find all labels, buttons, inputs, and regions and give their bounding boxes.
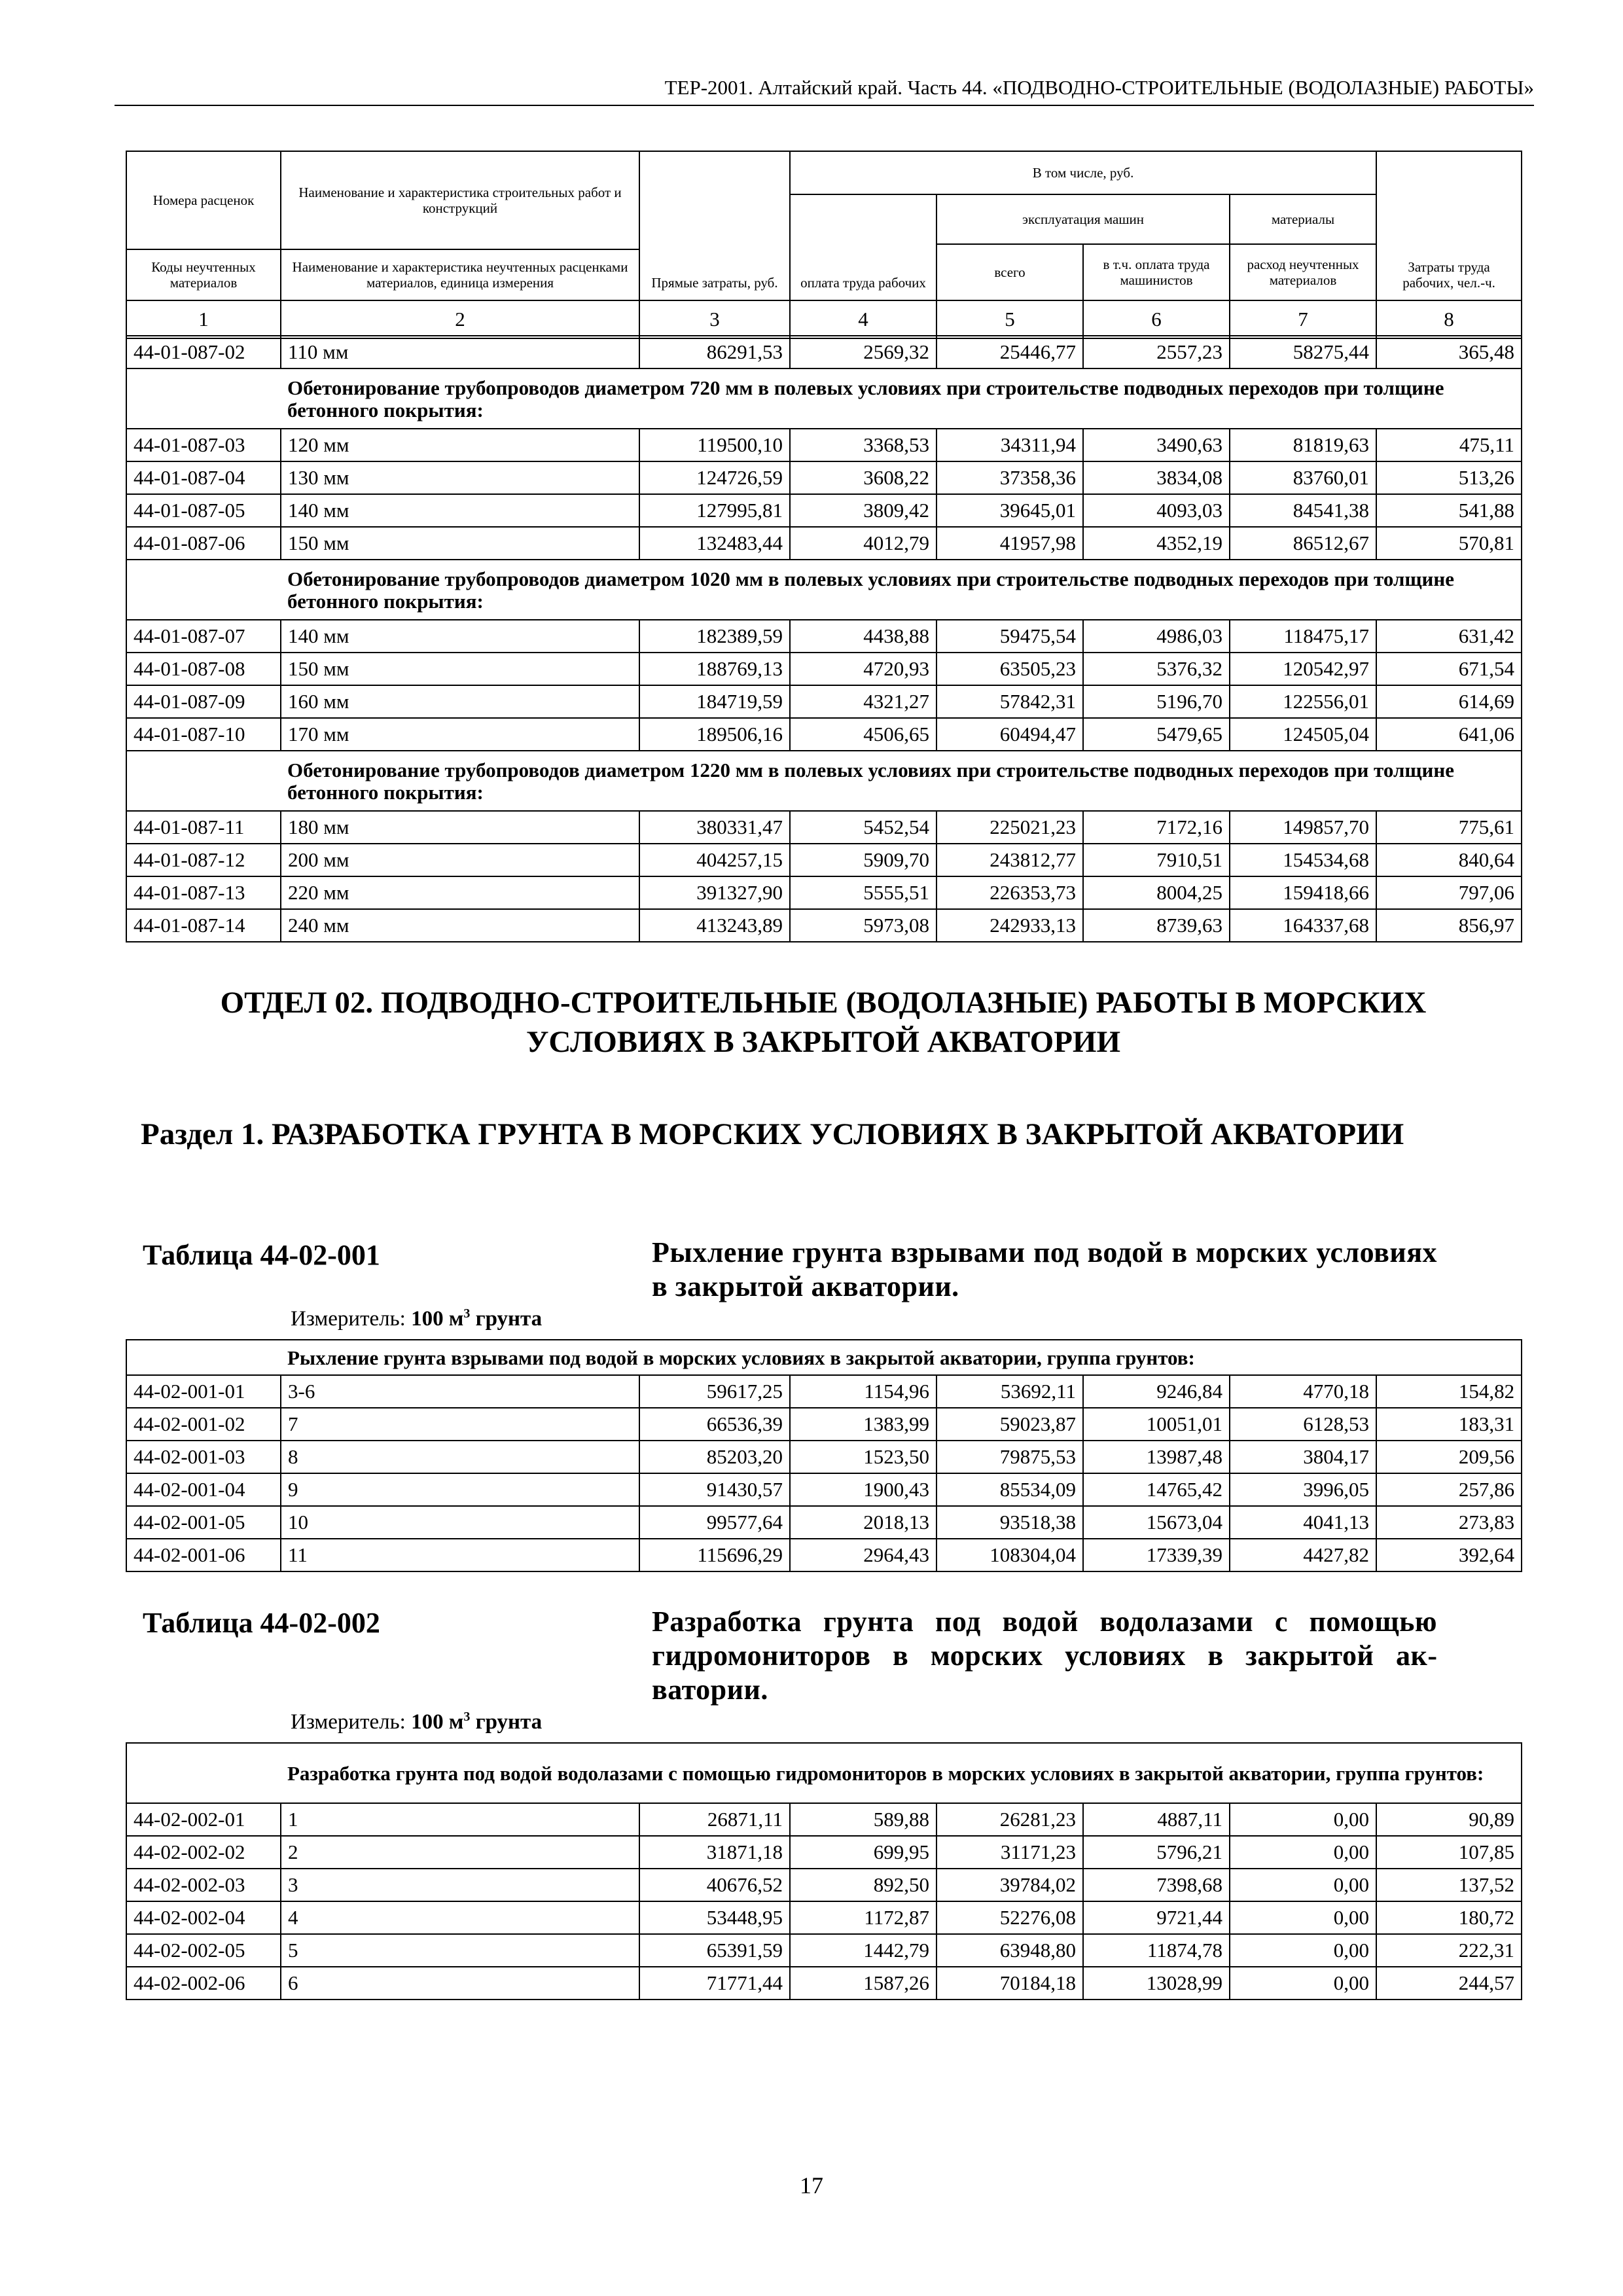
- table-row: [126, 1934, 1522, 1967]
- cell-value-col8: 570,81: [1376, 527, 1522, 560]
- cell-value-col7: 122556,01: [1230, 685, 1376, 718]
- group-heading-spacer: [126, 368, 281, 429]
- cell-value-col7: 0,00: [1230, 1836, 1376, 1869]
- table-row: [126, 1869, 1522, 1901]
- rate-code: 44-01-087-12: [126, 844, 281, 876]
- cell-value-col4: 4012,79: [790, 527, 936, 560]
- cell-value-col7: 3804,17: [1230, 1441, 1376, 1473]
- cell-value-col6: 11874,78: [1083, 1934, 1230, 1967]
- column-number: 2: [281, 300, 639, 338]
- rate-code: 44-02-002-04: [126, 1901, 281, 1934]
- table-row: [126, 1967, 1522, 2000]
- cell-value-col8: 90,89: [1376, 1803, 1522, 1836]
- table-44-02-002-measure: [291, 1710, 542, 1734]
- group-heading-row: [126, 1340, 1522, 1375]
- item-name: 1: [281, 1803, 639, 1836]
- col3-header: Прямые затраты, руб.: [639, 151, 790, 300]
- table-44-01-087: [126, 335, 1522, 942]
- col2-header-bottom: Наименование и характеристика неучтенных расценками материалов, единица измерения: [292, 259, 628, 291]
- group-heading: Обетонирование трубопроводов диаметром 1020 мм в полевых условиях при строительстве подводных переходов при толщине бетонного покрытия:: [281, 560, 1522, 620]
- cell-value-col4: 1442,79: [790, 1934, 936, 1967]
- cell-value-col3: 40676,52: [639, 1869, 790, 1901]
- cell-value-col5: 225021,23: [936, 811, 1083, 844]
- cell-value-col4: 2964,43: [790, 1539, 936, 1571]
- cell-value-col3: 413243,89: [639, 909, 790, 942]
- rate-code: 44-01-087-09: [126, 685, 281, 718]
- cell-value-col5: 57842,31: [936, 685, 1083, 718]
- cell-value-col6: 4093,03: [1083, 494, 1230, 527]
- item-name: 3: [281, 1869, 639, 1901]
- item-name: 11: [281, 1539, 639, 1571]
- cell-value-col8: 840,64: [1376, 844, 1522, 876]
- item-name: 120 мм: [281, 429, 639, 461]
- cell-value-col3: 127995,81: [639, 494, 790, 527]
- cell-value-col3: 59617,25: [639, 1375, 790, 1408]
- rate-code: 44-02-002-01: [126, 1803, 281, 1836]
- table-row: [126, 876, 1522, 909]
- cell-value-col3: 26871,11: [639, 1803, 790, 1836]
- cell-value-col3: 53448,95: [639, 1901, 790, 1934]
- cell-value-col3: 184719,59: [639, 685, 790, 718]
- cell-value-col7: 159418,66: [1230, 876, 1376, 909]
- column-number-row: [126, 300, 1522, 338]
- cell-value-col8: 631,42: [1376, 620, 1522, 653]
- group-heading: Разработка грунта под водой водолазами с помощью гидромониторов в морских условиях в закрытой акватории, группа грунтов:: [281, 1743, 1522, 1803]
- cell-value-col5: 39645,01: [936, 494, 1083, 527]
- rate-code: 44-02-002-02: [126, 1836, 281, 1869]
- item-name: 160 мм: [281, 685, 639, 718]
- cell-value-col5: 63948,80: [936, 1934, 1083, 1967]
- cell-value-col4: 699,95: [790, 1836, 936, 1869]
- item-name: 6: [281, 1967, 639, 2000]
- table-row: [126, 336, 1522, 368]
- cell-value-col3: 188769,13: [639, 653, 790, 685]
- cell-value-col5: 70184,18: [936, 1967, 1083, 2000]
- table-row: [126, 1441, 1522, 1473]
- item-name: 180 мм: [281, 811, 639, 844]
- cell-value-col6: 4887,11: [1083, 1803, 1230, 1836]
- item-name: 240 мм: [281, 909, 639, 942]
- cell-value-col6: 13028,99: [1083, 1967, 1230, 2000]
- cell-value-col4: 1383,99: [790, 1408, 936, 1441]
- cell-value-col6: 9721,44: [1083, 1901, 1230, 1934]
- item-name: 170 мм: [281, 718, 639, 751]
- table-row: [126, 1473, 1522, 1506]
- rate-code: 44-02-001-02: [126, 1408, 281, 1441]
- cell-value-col7: 4041,13: [1230, 1506, 1376, 1539]
- cell-value-col5: 93518,38: [936, 1506, 1083, 1539]
- cell-value-col8: 273,83: [1376, 1506, 1522, 1539]
- cell-value-col6: 10051,01: [1083, 1408, 1230, 1441]
- cell-value-col4: 5452,54: [790, 811, 936, 844]
- cell-value-col8: 641,06: [1376, 718, 1522, 751]
- item-name: 110 мм: [281, 336, 639, 368]
- cell-value-col6: 3834,08: [1083, 461, 1230, 494]
- cell-value-col5: 52276,08: [936, 1901, 1083, 1934]
- cell-value-col8: 392,64: [1376, 1539, 1522, 1571]
- cell-value-col4: 1154,96: [790, 1375, 936, 1408]
- cell-value-col3: 31871,18: [639, 1836, 790, 1869]
- cell-value-col6: 5376,32: [1083, 653, 1230, 685]
- cell-value-col6: 13987,48: [1083, 1441, 1230, 1473]
- cell-value-col6: 5796,21: [1083, 1836, 1230, 1869]
- measure-prefix: Измеритель:: [291, 1710, 406, 1734]
- cell-value-col7: 81819,63: [1230, 429, 1376, 461]
- cell-value-col8: 107,85: [1376, 1836, 1522, 1869]
- cell-value-col3: 189506,16: [639, 718, 790, 751]
- group-heading: Обетонирование трубопроводов диаметром 720 мм в полевых условиях при строительстве подводных переходов при толщине бетонного покрытия:: [281, 368, 1522, 429]
- cell-value-col7: 3996,05: [1230, 1473, 1376, 1506]
- table-row: [126, 494, 1522, 527]
- rate-code: 44-01-087-13: [126, 876, 281, 909]
- column-number: 4: [790, 300, 936, 338]
- table-row: [126, 909, 1522, 942]
- group-heading: Обетонирование трубопроводов диаметром 1220 мм в полевых условиях при строительстве подводных переходов при толщине бетонного покрытия:: [281, 751, 1522, 811]
- rate-code: 44-02-002-05: [126, 1934, 281, 1967]
- cell-value-col6: 7172,16: [1083, 811, 1230, 844]
- cell-value-col7: 4770,18: [1230, 1375, 1376, 1408]
- rate-code: 44-01-087-05: [126, 494, 281, 527]
- cell-value-col3: 404257,15: [639, 844, 790, 876]
- cell-value-col7: 58275,44: [1230, 336, 1376, 368]
- cell-value-col6: 8739,63: [1083, 909, 1230, 942]
- rate-code: 44-01-087-07: [126, 620, 281, 653]
- item-name: 7: [281, 1408, 639, 1441]
- cell-value-col5: 25446,77: [936, 336, 1083, 368]
- group-heading-row: [126, 560, 1522, 620]
- item-name: 200 мм: [281, 844, 639, 876]
- table-row: [126, 1506, 1522, 1539]
- cell-value-col5: 79875,53: [936, 1441, 1083, 1473]
- cell-value-col6: 4986,03: [1083, 620, 1230, 653]
- item-name: 4: [281, 1901, 639, 1934]
- table-44-02-001-label: Таблица 44-02-001: [143, 1239, 380, 1271]
- item-name: 130 мм: [281, 461, 639, 494]
- rate-code: 44-01-087-10: [126, 718, 281, 751]
- table-row: [126, 1408, 1522, 1441]
- rate-code: 44-01-087-14: [126, 909, 281, 942]
- table-row: [126, 1539, 1522, 1571]
- cell-value-col4: 2018,13: [790, 1506, 936, 1539]
- cell-value-col8: 222,31: [1376, 1934, 1522, 1967]
- cell-value-col3: 182389,59: [639, 620, 790, 653]
- cell-value-col3: 124726,59: [639, 461, 790, 494]
- cell-value-col6: 14765,42: [1083, 1473, 1230, 1506]
- measure-prefix: Измеритель:: [291, 1307, 406, 1331]
- cell-value-col5: 242933,13: [936, 909, 1083, 942]
- table-row: [126, 461, 1522, 494]
- cell-value-col8: 137,52: [1376, 1869, 1522, 1901]
- table-row: [126, 653, 1522, 685]
- cell-value-col3: 115696,29: [639, 1539, 790, 1571]
- rate-code: 44-02-001-01: [126, 1375, 281, 1408]
- rate-code: 44-01-087-08: [126, 653, 281, 685]
- cell-value-col8: 475,11: [1376, 429, 1522, 461]
- cell-value-col7: 164337,68: [1230, 909, 1376, 942]
- cell-value-col8: 856,97: [1376, 909, 1522, 942]
- cell-value-col4: 1172,87: [790, 1901, 936, 1934]
- cell-value-col8: 183,31: [1376, 1408, 1522, 1441]
- cell-value-col4: 1523,50: [790, 1441, 936, 1473]
- cell-value-col5: 59475,54: [936, 620, 1083, 653]
- rate-code: 44-01-087-03: [126, 429, 281, 461]
- cell-value-col7: 4427,82: [1230, 1539, 1376, 1571]
- cell-value-col3: 85203,20: [639, 1441, 790, 1473]
- table-44-02-002-label: Таблица 44-02-002: [143, 1607, 380, 1639]
- col1-header-top: Номера расценок: [127, 152, 280, 250]
- col8-header: Затраты труда рабочих, чел.-ч.: [1376, 151, 1522, 300]
- page-number: 17: [800, 2172, 823, 2198]
- cell-value-col8: 257,86: [1376, 1473, 1522, 1506]
- cell-value-col5: 34311,94: [936, 429, 1083, 461]
- cell-value-col5: 41957,98: [936, 527, 1083, 560]
- rate-code: 44-01-087-06: [126, 527, 281, 560]
- item-name: 140 мм: [281, 620, 639, 653]
- cell-value-col7: 154534,68: [1230, 844, 1376, 876]
- item-name: 220 мм: [281, 876, 639, 909]
- cell-value-col5: 60494,47: [936, 718, 1083, 751]
- rate-code: 44-01-087-11: [126, 811, 281, 844]
- table-row: [126, 844, 1522, 876]
- group-heading-row: [126, 1743, 1522, 1803]
- table-44-02-002: [126, 1742, 1522, 2000]
- cell-value-col6: 8004,25: [1083, 876, 1230, 909]
- cell-value-col7: 118475,17: [1230, 620, 1376, 653]
- table-44-02-001-description: Рыхление грунта взрывами под водой в морских условиях в закрытой акватории.: [652, 1236, 1437, 1302]
- cell-value-col4: 3809,42: [790, 494, 936, 527]
- table-44-02-002-description: Разработка грунта под водой водолазами с помощью гидромониторов в морских условиях в закрытой акватории.: [652, 1605, 1437, 1706]
- cell-value-col5: 226353,73: [936, 876, 1083, 909]
- group-heading-row: [126, 368, 1522, 429]
- column-number: 8: [1376, 300, 1522, 338]
- cell-value-col4: 3368,53: [790, 429, 936, 461]
- cell-value-col3: 391327,90: [639, 876, 790, 909]
- item-name: 2: [281, 1836, 639, 1869]
- cell-value-col6: 9246,84: [1083, 1375, 1230, 1408]
- cell-value-col6: 4352,19: [1083, 527, 1230, 560]
- cell-value-col3: 99577,64: [639, 1506, 790, 1539]
- cell-value-col7: 124505,04: [1230, 718, 1376, 751]
- item-name: 150 мм: [281, 653, 639, 685]
- cell-value-col4: 4321,27: [790, 685, 936, 718]
- rate-code: 44-02-001-04: [126, 1473, 281, 1506]
- otdel-heading-line2: УСЛОВИЯХ В ЗАКРЫТОЙ АКВАТОРИИ: [526, 1025, 1121, 1059]
- rate-code: 44-01-087-02: [126, 336, 281, 368]
- cell-value-col4: 5555,51: [790, 876, 936, 909]
- table-row: [126, 718, 1522, 751]
- item-name: 9: [281, 1473, 639, 1506]
- cell-value-col7: 0,00: [1230, 1901, 1376, 1934]
- cell-value-col4: 1587,26: [790, 1967, 936, 2000]
- cell-value-col6: 17339,39: [1083, 1539, 1230, 1571]
- table-row: [126, 527, 1522, 560]
- cell-value-col4: 5909,70: [790, 844, 936, 876]
- cell-value-col3: 86291,53: [639, 336, 790, 368]
- cell-value-col7: 0,00: [1230, 1934, 1376, 1967]
- cell-value-col4: 5973,08: [790, 909, 936, 942]
- cell-value-col4: 589,88: [790, 1803, 936, 1836]
- rate-code: 44-02-002-03: [126, 1869, 281, 1901]
- razdel-heading: Раздел 1. РАЗРАБОТКА ГРУНТА В МОРСКИХ УСЛОВИЯХ В ЗАКРЫТОЙ АКВАТОРИИ: [141, 1117, 1404, 1151]
- group-heading-spacer: [126, 1340, 281, 1375]
- cell-value-col6: 15673,04: [1083, 1506, 1230, 1539]
- table-row: [126, 1375, 1522, 1408]
- cell-value-col5: 31171,23: [936, 1836, 1083, 1869]
- cell-value-col5: 59023,87: [936, 1408, 1083, 1441]
- rate-code: 44-02-002-06: [126, 1967, 281, 2000]
- cell-value-col3: 71771,44: [639, 1967, 790, 2000]
- col1-header: [126, 151, 281, 300]
- column-number: 6: [1083, 300, 1230, 338]
- col6-header: в т.ч. оплата труда машинистов: [1083, 244, 1230, 300]
- cell-value-col8: 775,61: [1376, 811, 1522, 844]
- measure-value: 100 $м^3$ грунта: [411, 1306, 543, 1331]
- cell-value-col7: 83760,01: [1230, 461, 1376, 494]
- cell-value-col8: 797,06: [1376, 876, 1522, 909]
- item-name: 3-6: [281, 1375, 639, 1408]
- cell-value-col8: 154,82: [1376, 1375, 1522, 1408]
- column-number: 1: [126, 300, 281, 338]
- group-heading-row: [126, 751, 1522, 811]
- cell-value-col3: 132483,44: [639, 527, 790, 560]
- group-heading-spacer: [126, 751, 281, 811]
- col1-header-bottom: Коды неучтенных материалов: [151, 259, 256, 291]
- cell-value-col6: 7398,68: [1083, 1869, 1230, 1901]
- otdel-heading-line1: ОТДЕЛ 02. ПОДВОДНО-СТРОИТЕЛЬНЫЕ (ВОДОЛАЗНЫЕ) РАБОТЫ В МОРСКИХ: [220, 986, 1427, 1020]
- cell-value-col5: 63505,23: [936, 653, 1083, 685]
- cell-value-col4: 4438,88: [790, 620, 936, 653]
- group-heading-spacer: [126, 1743, 281, 1803]
- cell-value-col5: 26281,23: [936, 1803, 1083, 1836]
- cell-value-col5: 108304,04: [936, 1539, 1083, 1571]
- measure-value: 100 $м^3$ грунта: [411, 1710, 543, 1734]
- cell-value-col7: 0,00: [1230, 1803, 1376, 1836]
- item-name: 10: [281, 1506, 639, 1539]
- incl-header: В том числе, руб.: [790, 151, 1376, 194]
- col4-header: оплата труда рабочих: [790, 194, 936, 300]
- cell-value-col6: 5479,65: [1083, 718, 1230, 751]
- cell-value-col5: 39784,02: [936, 1869, 1083, 1901]
- rate-code: 44-02-001-06: [126, 1539, 281, 1571]
- cell-value-col8: 671,54: [1376, 653, 1522, 685]
- cell-value-col7: 149857,70: [1230, 811, 1376, 844]
- cell-value-col4: 3608,22: [790, 461, 936, 494]
- cell-value-col5: 37358,36: [936, 461, 1083, 494]
- cell-value-col4: 892,50: [790, 1869, 936, 1901]
- item-name: 150 мм: [281, 527, 639, 560]
- cell-value-col5: 85534,09: [936, 1473, 1083, 1506]
- table-row: [126, 685, 1522, 718]
- cell-value-col5: 53692,11: [936, 1375, 1083, 1408]
- cell-value-col8: 614,69: [1376, 685, 1522, 718]
- cell-value-col3: 66536,39: [639, 1408, 790, 1441]
- cell-value-col3: 380331,47: [639, 811, 790, 844]
- cell-value-col3: 91430,57: [639, 1473, 790, 1506]
- rate-code: 44-02-001-05: [126, 1506, 281, 1539]
- cell-value-col3: 119500,10: [639, 429, 790, 461]
- running-header: ТЕР-2001. Алтайский край. Часть 44. «ПОДВОДНО-СТРОИТЕЛЬНЫЕ (ВОДОЛАЗНЫЕ) РАБОТЫ»: [115, 71, 1534, 106]
- cell-value-col6: 7910,51: [1083, 844, 1230, 876]
- rate-code: 44-02-001-03: [126, 1441, 281, 1473]
- cell-value-col6: 5196,70: [1083, 685, 1230, 718]
- column-number: 5: [936, 300, 1083, 338]
- cell-value-col7: 6128,53: [1230, 1408, 1376, 1441]
- table-row: [126, 429, 1522, 461]
- cell-value-col8: 180,72: [1376, 1901, 1522, 1934]
- table-row: [126, 1803, 1522, 1836]
- column-number: 3: [639, 300, 790, 338]
- column-number: 7: [1230, 300, 1376, 338]
- cell-value-col4: 2569,32: [790, 336, 936, 368]
- cell-value-col8: 244,57: [1376, 1967, 1522, 2000]
- cell-value-col4: 4506,65: [790, 718, 936, 751]
- table-row: [126, 811, 1522, 844]
- cell-value-col7: 86512,67: [1230, 527, 1376, 560]
- item-name: 8: [281, 1441, 639, 1473]
- item-name: 140 мм: [281, 494, 639, 527]
- table-44-02-001: [126, 1339, 1522, 1572]
- cell-value-col3: 65391,59: [639, 1934, 790, 1967]
- col2-header: [281, 151, 639, 300]
- cell-value-col4: 4720,93: [790, 653, 936, 685]
- cell-value-col5: 243812,77: [936, 844, 1083, 876]
- cell-value-col8: 209,56: [1376, 1441, 1522, 1473]
- col7-header: расход неучтенных материалов: [1230, 244, 1376, 300]
- cell-value-col8: 541,88: [1376, 494, 1522, 527]
- col5-header: всего: [936, 244, 1083, 300]
- table-row: [126, 1836, 1522, 1869]
- col2-header-top: Наименование и характеристика строительных работ и конструкций: [281, 152, 639, 250]
- cell-value-col7: 84541,38: [1230, 494, 1376, 527]
- group-heading: Рыхление грунта взрывами под водой в морских условиях в закрытой акватории, группа грунтов:: [281, 1340, 1522, 1375]
- column-header-table: [126, 151, 1522, 339]
- cell-value-col4: 1900,43: [790, 1473, 936, 1506]
- materials-header: материалы: [1230, 194, 1376, 244]
- item-name: 5: [281, 1934, 639, 1967]
- cell-value-col8: 365,48: [1376, 336, 1522, 368]
- table-row: [126, 620, 1522, 653]
- table-row: [126, 1901, 1522, 1934]
- cell-value-col7: 120542,97: [1230, 653, 1376, 685]
- rate-code: 44-01-087-04: [126, 461, 281, 494]
- cell-value-col6: 2557,23: [1083, 336, 1230, 368]
- cell-value-col7: 0,00: [1230, 1967, 1376, 2000]
- cell-value-col7: 0,00: [1230, 1869, 1376, 1901]
- machines-header: эксплуатация машин: [936, 194, 1230, 244]
- cell-value-col6: 3490,63: [1083, 429, 1230, 461]
- group-heading-spacer: [126, 560, 281, 620]
- cell-value-col8: 513,26: [1376, 461, 1522, 494]
- table-44-02-001-measure: [291, 1306, 542, 1331]
